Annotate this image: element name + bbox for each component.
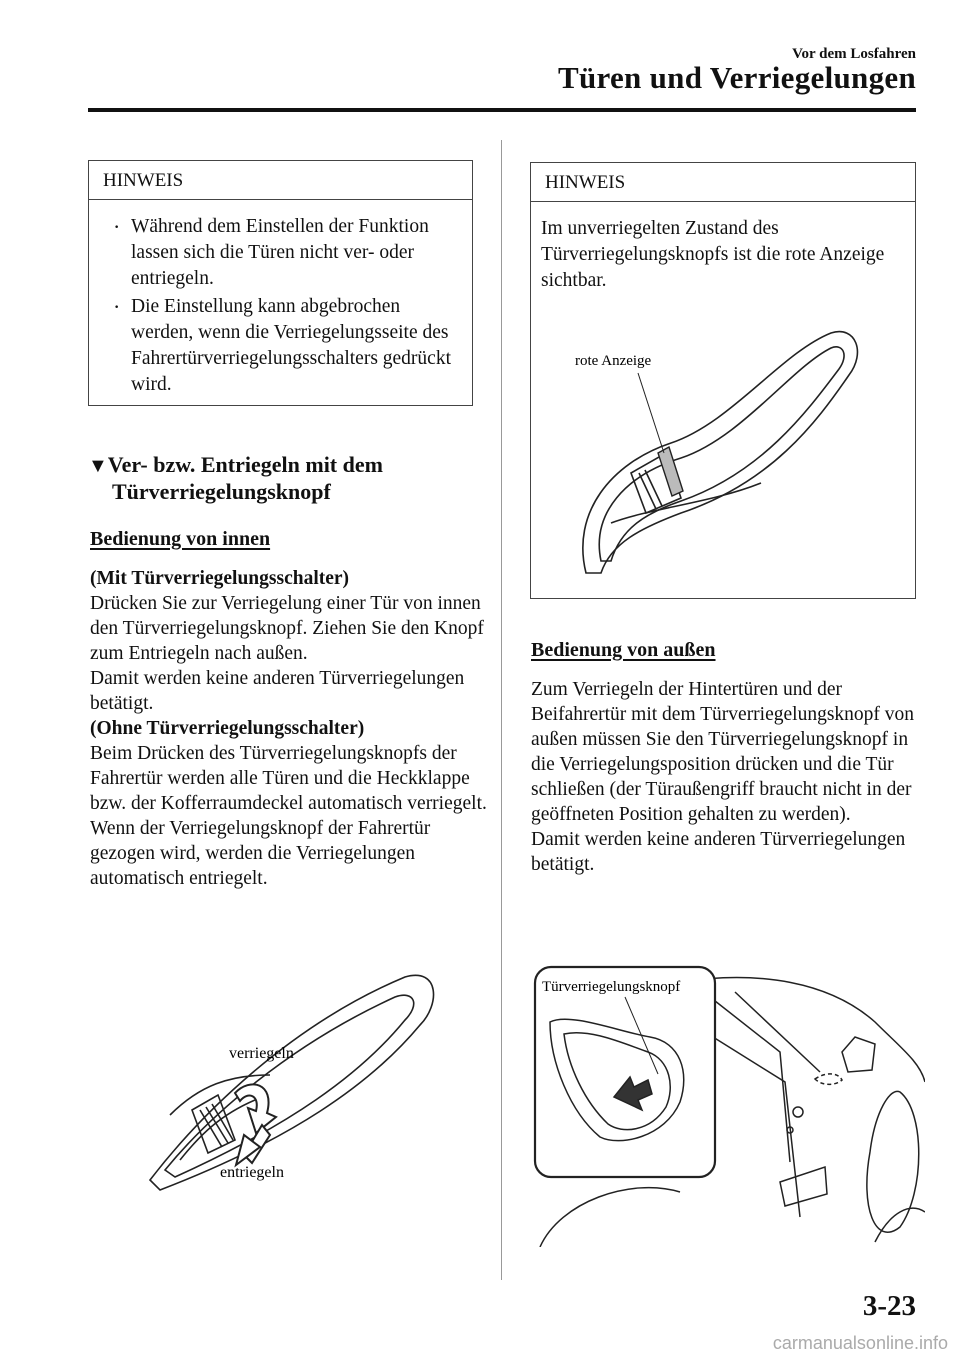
note-item: · Während dem Einstellen der Funktion lassen sich die Türen nicht ver- oder entriegeln. [105, 214, 458, 292]
without-switch-text: Beim Drücken des Türverriegelungsknopfs der Fahrertür werden alle Türen und die Heckklappe bzw. der Kofferraumdeckel automatisch verriegelt. Wenn der Verriegelungsknopf der Fahrertür gezogen wird, werden die Verriegelungen automatisch entriegelt. [90, 743, 487, 889]
note-item: · Die Einstellung kann abgebrochen werden, wenn die Verriegelungsseite des Fahrertürverriegelungsschalters gedrückt wird. [105, 294, 458, 398]
section-marker-icon: ▼ [88, 455, 108, 477]
inset-frame [535, 967, 715, 1177]
page-title: Türen und Verriegelungen [557, 60, 916, 95]
label-unlock: entriegeln [220, 1164, 284, 1181]
with-switch-text: Drücken Sie zur Verriegelung einer Tür von innen den Türverriegelungsknopf. Ziehen Sie den Knopf zum Entriegeln nach außen. [90, 593, 484, 664]
without-switch-label: (Ohne Türverriegelungsschalter) [90, 718, 365, 739]
note-box-right [530, 162, 916, 599]
figure-inner-knob [140, 965, 440, 1195]
label-lock: verriegeln [229, 1045, 294, 1062]
section-title-line1: Ver- bzw. Entriegeln mit dem [107, 452, 383, 477]
section-title-line2: Türverriegelungsknopf [112, 479, 331, 504]
subheading-inside: Bedienung von innen [90, 528, 271, 550]
note-heading: HINWEIS [89, 161, 472, 200]
note-text: Im unverriegelten Zustand des Türverriegelungsknopfs ist die rote Anzeige sichtbar. [541, 218, 885, 291]
with-switch-text-2: Damit werden keine anderen Türverriegelungen betätigt. [90, 668, 465, 714]
section-heading [88, 452, 383, 505]
figure-red-indicator [531, 313, 915, 595]
note-box-left [88, 160, 473, 406]
inside-body [90, 566, 490, 891]
watermark: carmanualsonline.info [772, 1333, 948, 1353]
label-door-lock-knob: Türverriegelungsknopf [542, 979, 681, 995]
note-list [89, 200, 472, 398]
with-switch-label: (Mit Türverriegelungsschalter) [90, 568, 350, 589]
subheading-outside: Bedienung von außen [531, 639, 716, 661]
page-number: 3-23 [862, 1290, 916, 1322]
header-rule [88, 108, 916, 112]
outside-text-2: Damit werden keine anderen Türverriegelungen betätigt. [531, 829, 906, 875]
figure-outside-knob [530, 962, 925, 1247]
outside-body [531, 677, 916, 877]
chapter-label: Vor dem Losfahren [792, 46, 916, 62]
outside-text: Zum Verriegeln der Hintertüren und der Beifahrertür mit dem Türverriegelungsknopf von außen müssen Sie den Türverriegelungsknopf in die Verriegelungsposition drücken und die Tür schließen (der Türaußengriff braucht nicht in der geöffneten Position gehalten zu werden). [531, 679, 915, 825]
note-heading: HINWEIS [531, 163, 915, 202]
column-divider [501, 140, 502, 1280]
label-red-indicator: rote Anzeige [575, 353, 652, 369]
